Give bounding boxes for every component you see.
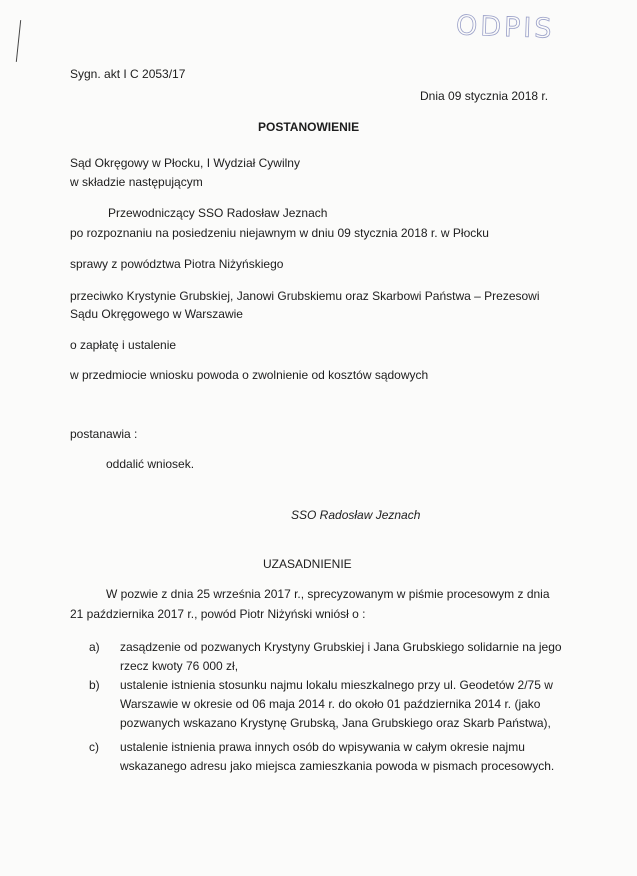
- list-item-label: a): [89, 640, 100, 654]
- justification-title: UZASADNIENIE: [263, 557, 352, 571]
- list-item-line: rzecz kwoty 76 000 zł,: [120, 659, 239, 673]
- handwritten-mark: [16, 20, 21, 62]
- list-item-line: ustalenie istnienia stosunku najmu lokalu mieszkalnego przy ul. Geodetów 2/75 w: [120, 678, 553, 692]
- list-item-line: Warszawie w okresie od 06 maja 2014 r. do około 01 października 2014 r. (jako: [120, 697, 541, 711]
- list-item-line: zasądzenie od pozwanych Krystyny Grubskiej i Jana Grubskiego solidarnie na jego: [120, 640, 562, 654]
- justification-intro-line-1: W pozwie z dnia 25 września 2017 r., sprecyzowanym w piśmie procesowym z dnia: [106, 587, 550, 601]
- defendants-line-1: przeciwko Krystynie Grubskiej, Janowi Grubskiemu oraz Skarbowi Państwa – Prezesowi: [70, 289, 540, 303]
- list-item-line: ustalenie istnienia prawa innych osób do wpisywania w całym okresie najmu: [120, 740, 525, 754]
- court-name: Sąd Okręgowy w Płocku, I Wydział Cywilny: [70, 156, 300, 170]
- defendants-line-2: Sądu Okręgowego w Warszawie: [70, 307, 243, 321]
- case-reference: Sygn. akt I C 2053/17: [70, 67, 186, 81]
- justification-intro-line-2: 21 października 2017 r., powód Piotr Niżyński wniósł o :: [70, 607, 366, 621]
- copy-stamp: ODPIS: [455, 10, 555, 45]
- case-subject: o zapłatę i ustalenie: [70, 338, 177, 352]
- document-title: POSTANOWIENIE: [258, 120, 360, 134]
- motion-subject: w przedmiocie wniosku powoda o zwolnienie od kosztów sądowych: [70, 368, 429, 382]
- case-description: sprawy z powództwa Piotra Niżyńskiego: [70, 257, 284, 271]
- list-item-line: wskazanego adresu jako miejsca zamieszkania powoda w pismach procesowych.: [120, 759, 555, 773]
- decides-label: postanawia :: [70, 427, 138, 441]
- list-item-label: b): [89, 678, 100, 692]
- court-composition: w składzie następującym: [70, 175, 203, 189]
- presiding-judge: Przewodniczący SSO Radosław Jeznach: [108, 206, 328, 220]
- list-item-line: pozwanych wskazano Krystynę Grubską, Jana Grubskiego oraz Skarb Państwa),: [120, 716, 551, 730]
- list-item-label: c): [89, 740, 99, 754]
- session-info: po rozpoznaniu na posiedzeniu niejawnym w dniu 09 stycznia 2018 r. w Płocku: [70, 226, 489, 240]
- document-date: Dnia 09 stycznia 2018 r.: [420, 89, 549, 103]
- decision-text: oddalić wniosek.: [106, 457, 195, 471]
- judge-signature: SSO Radosław Jeznach: [291, 508, 421, 522]
